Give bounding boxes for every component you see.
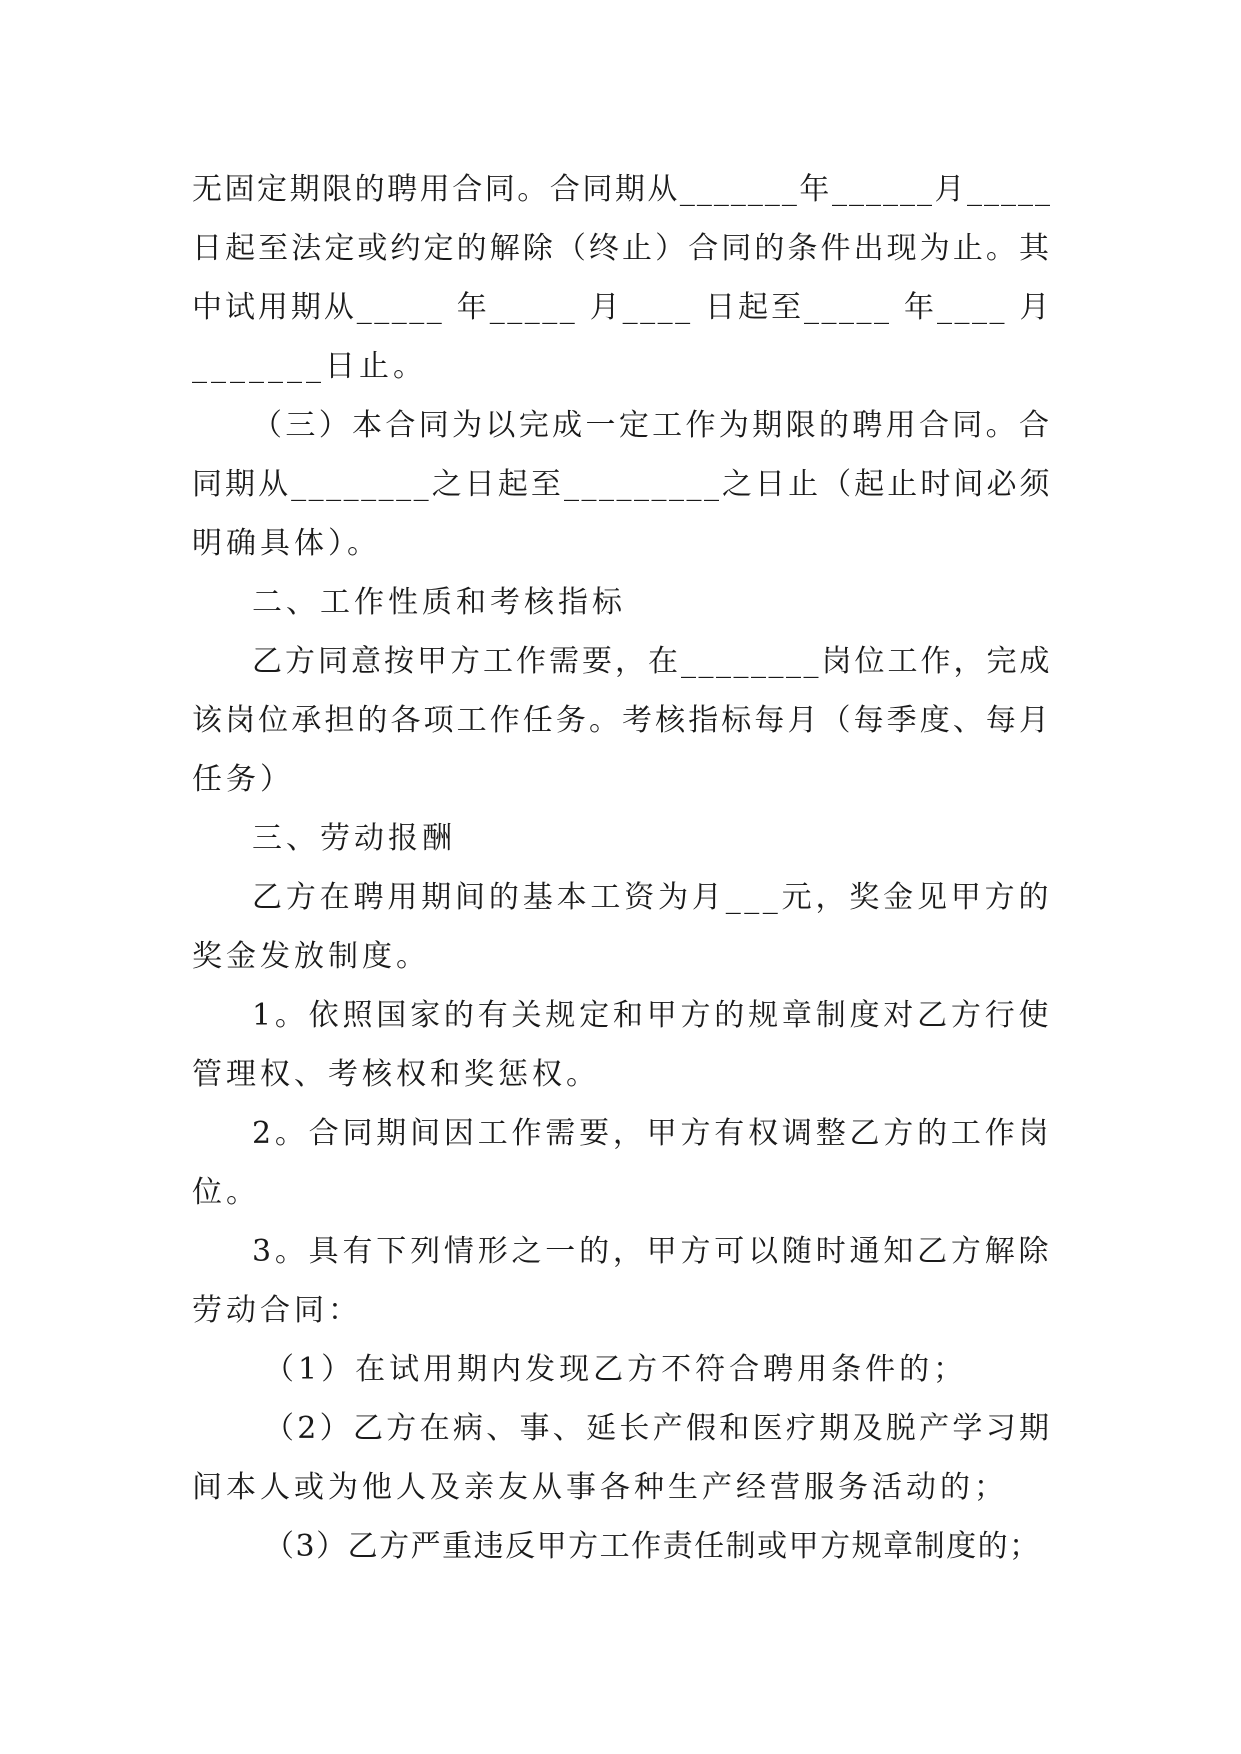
text-line: 位。 — [192, 1175, 260, 1210]
text-line: _______日止。 — [192, 349, 427, 384]
text-line: 中试用期从_____ 年_____ 月____ 日起至_____ 年____ 月 — [192, 290, 1052, 325]
text-line: （3）乙方严重违反甲方工作责任制或甲方规章制度的； — [264, 1529, 1041, 1564]
text-line: 奖金发放制度。 — [192, 939, 430, 974]
text-line: （1）在试用期内发现乙方不符合聘用条件的； — [264, 1352, 968, 1387]
text-line: 3。具有下列情形之一的，甲方可以随时通知乙方解除 — [252, 1234, 1052, 1269]
text-line: 明确具体）。 — [192, 526, 381, 561]
text-line: 任务） — [192, 762, 294, 797]
text-line: 管理权、考核权和奖惩权。 — [192, 1057, 600, 1092]
text-line: 同期从________之日起至_________之日止（起止时间必须 — [192, 467, 1052, 502]
text-line: 日起至法定或约定的解除（终止）合同的条件出现为止。其 — [192, 231, 1052, 266]
text-line: 乙方在聘用期间的基本工资为月___元，奖金见甲方的 — [252, 880, 1052, 915]
text-line: 间本人或为他人及亲友从事各种生产经营服务活动的； — [192, 1470, 1008, 1505]
text-line: 劳动合同： — [192, 1293, 362, 1328]
text-line: 无固定期限的聘用合同。合同期从_______年______月_____ — [192, 172, 1052, 207]
text-line: 1。依照国家的有关规定和甲方的规章制度对乙方行使 — [252, 998, 1052, 1033]
text-line: 三、劳动报酬 — [252, 821, 456, 856]
text-line: 该岗位承担的各项工作任务。考核指标每月（每季度、每月 — [192, 703, 1052, 738]
text-line: （三）本合同为以完成一定工作为期限的聘用合同。合 — [252, 408, 1052, 443]
text-line: 二、工作性质和考核指标 — [252, 585, 626, 620]
text-line: （2）乙方在病、事、延长产假和医疗期及脱产学习期 — [264, 1411, 1052, 1446]
text-line: 2。合同期间因工作需要，甲方有权调整乙方的工作岗 — [252, 1116, 1052, 1151]
text-line: 乙方同意按甲方工作需要，在________岗位工作，完成 — [252, 644, 1052, 679]
contract-body-text — [192, 160, 1052, 1576]
